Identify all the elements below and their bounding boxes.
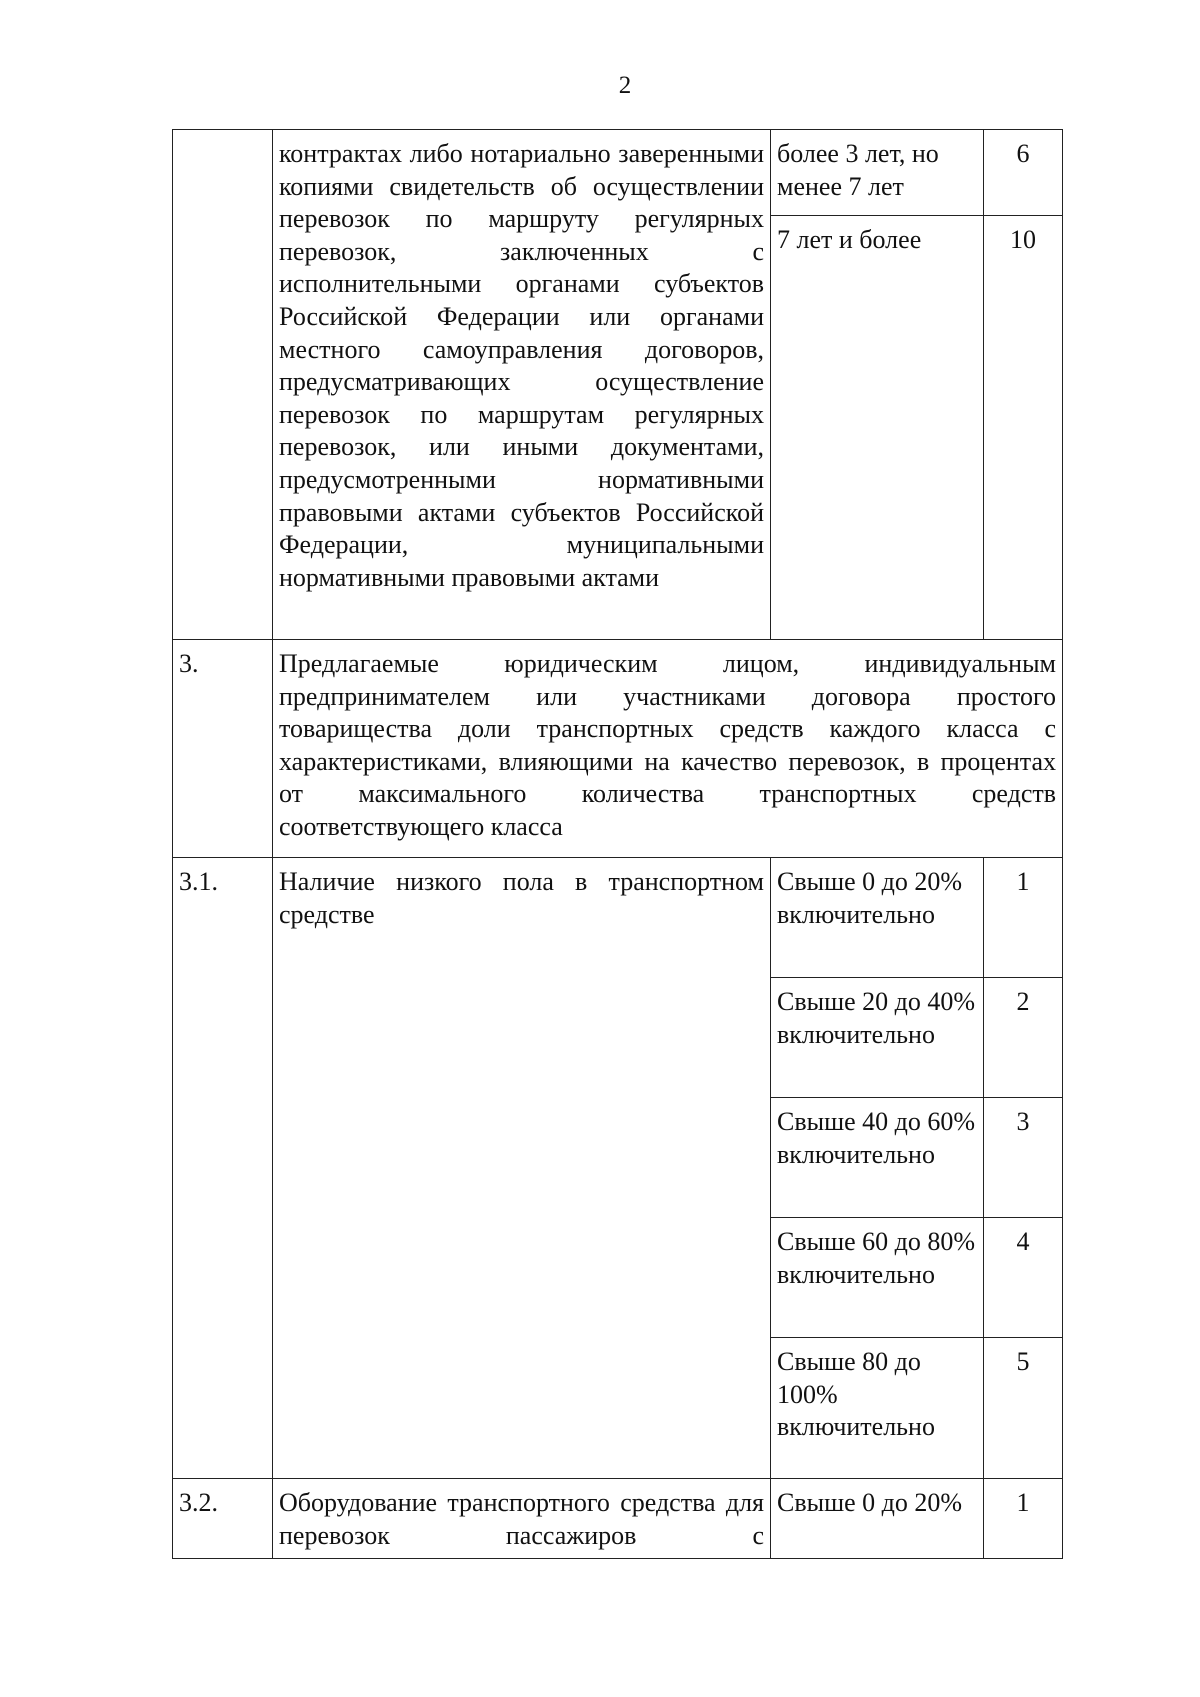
page-number: 2 — [618, 72, 632, 99]
criterion-range-cell: Свыше 0 до 20% включительно — [771, 858, 984, 978]
score-cell: 6 — [984, 130, 1063, 216]
section-text-cell: Предлагаемые юридическим лицом, индивидуальным предпринимателем или участниками договора простого товарищества доли транспортных средств каждого класса с характеристиками, влияющими на качество перевозок, в процентах от максимального количества транспортных средств соответствующего класса — [273, 640, 1063, 858]
row-number-cell: 3. — [173, 640, 273, 858]
row-number-cell: 3.2. — [173, 1479, 273, 1559]
score-cell: 3 — [984, 1098, 1063, 1218]
score-cell: 1 — [984, 858, 1063, 978]
criteria-table — [172, 129, 1063, 1559]
table-row — [173, 1479, 1063, 1559]
criterion-range-cell: Свыше 40 до 60% включительно — [771, 1098, 984, 1218]
criterion-text-cell: контрактах либо нотариально заверенными копиями свидетельств об осуществлении перевозок по маршруту регулярных перевозок, заключенных с исполнительными органами субъектов Российской Федерации или органами местного самоуправления договоров, предусматривающих осуществление перевозок по маршрутам регулярных перевозок, или иными документами, предусмотренными нормативными правовыми актами субъектов Российской Федерации, муниципальными нормативными правовыми актами — [273, 130, 771, 640]
row-number-cell — [173, 130, 273, 640]
criterion-range-cell: 7 лет и более — [771, 216, 984, 640]
score-cell: 1 — [984, 1479, 1063, 1559]
criterion-range-cell: Свыше 0 до 20% — [771, 1479, 984, 1559]
score-cell: 5 — [984, 1338, 1063, 1479]
criterion-range-cell: Свыше 20 до 40% включительно — [771, 978, 984, 1098]
table-row — [173, 858, 1063, 978]
criterion-range-cell: более 3 лет, но менее 7 лет — [771, 130, 984, 216]
score-cell: 4 — [984, 1218, 1063, 1338]
table-row — [173, 130, 1063, 216]
criterion-text-cell: Наличие низкого пола в транспортном средстве — [273, 858, 771, 1479]
criterion-range-cell: Свыше 60 до 80% включительно — [771, 1218, 984, 1338]
score-cell: 2 — [984, 978, 1063, 1098]
score-cell: 10 — [984, 216, 1063, 640]
table-row — [173, 640, 1063, 858]
row-number-cell: 3.1. — [173, 858, 273, 1479]
criterion-range-cell: Свыше 80 до 100% включительно — [771, 1338, 984, 1479]
criterion-text-cell: Оборудование транспортного средства для перевозок пассажиров с — [273, 1479, 771, 1559]
